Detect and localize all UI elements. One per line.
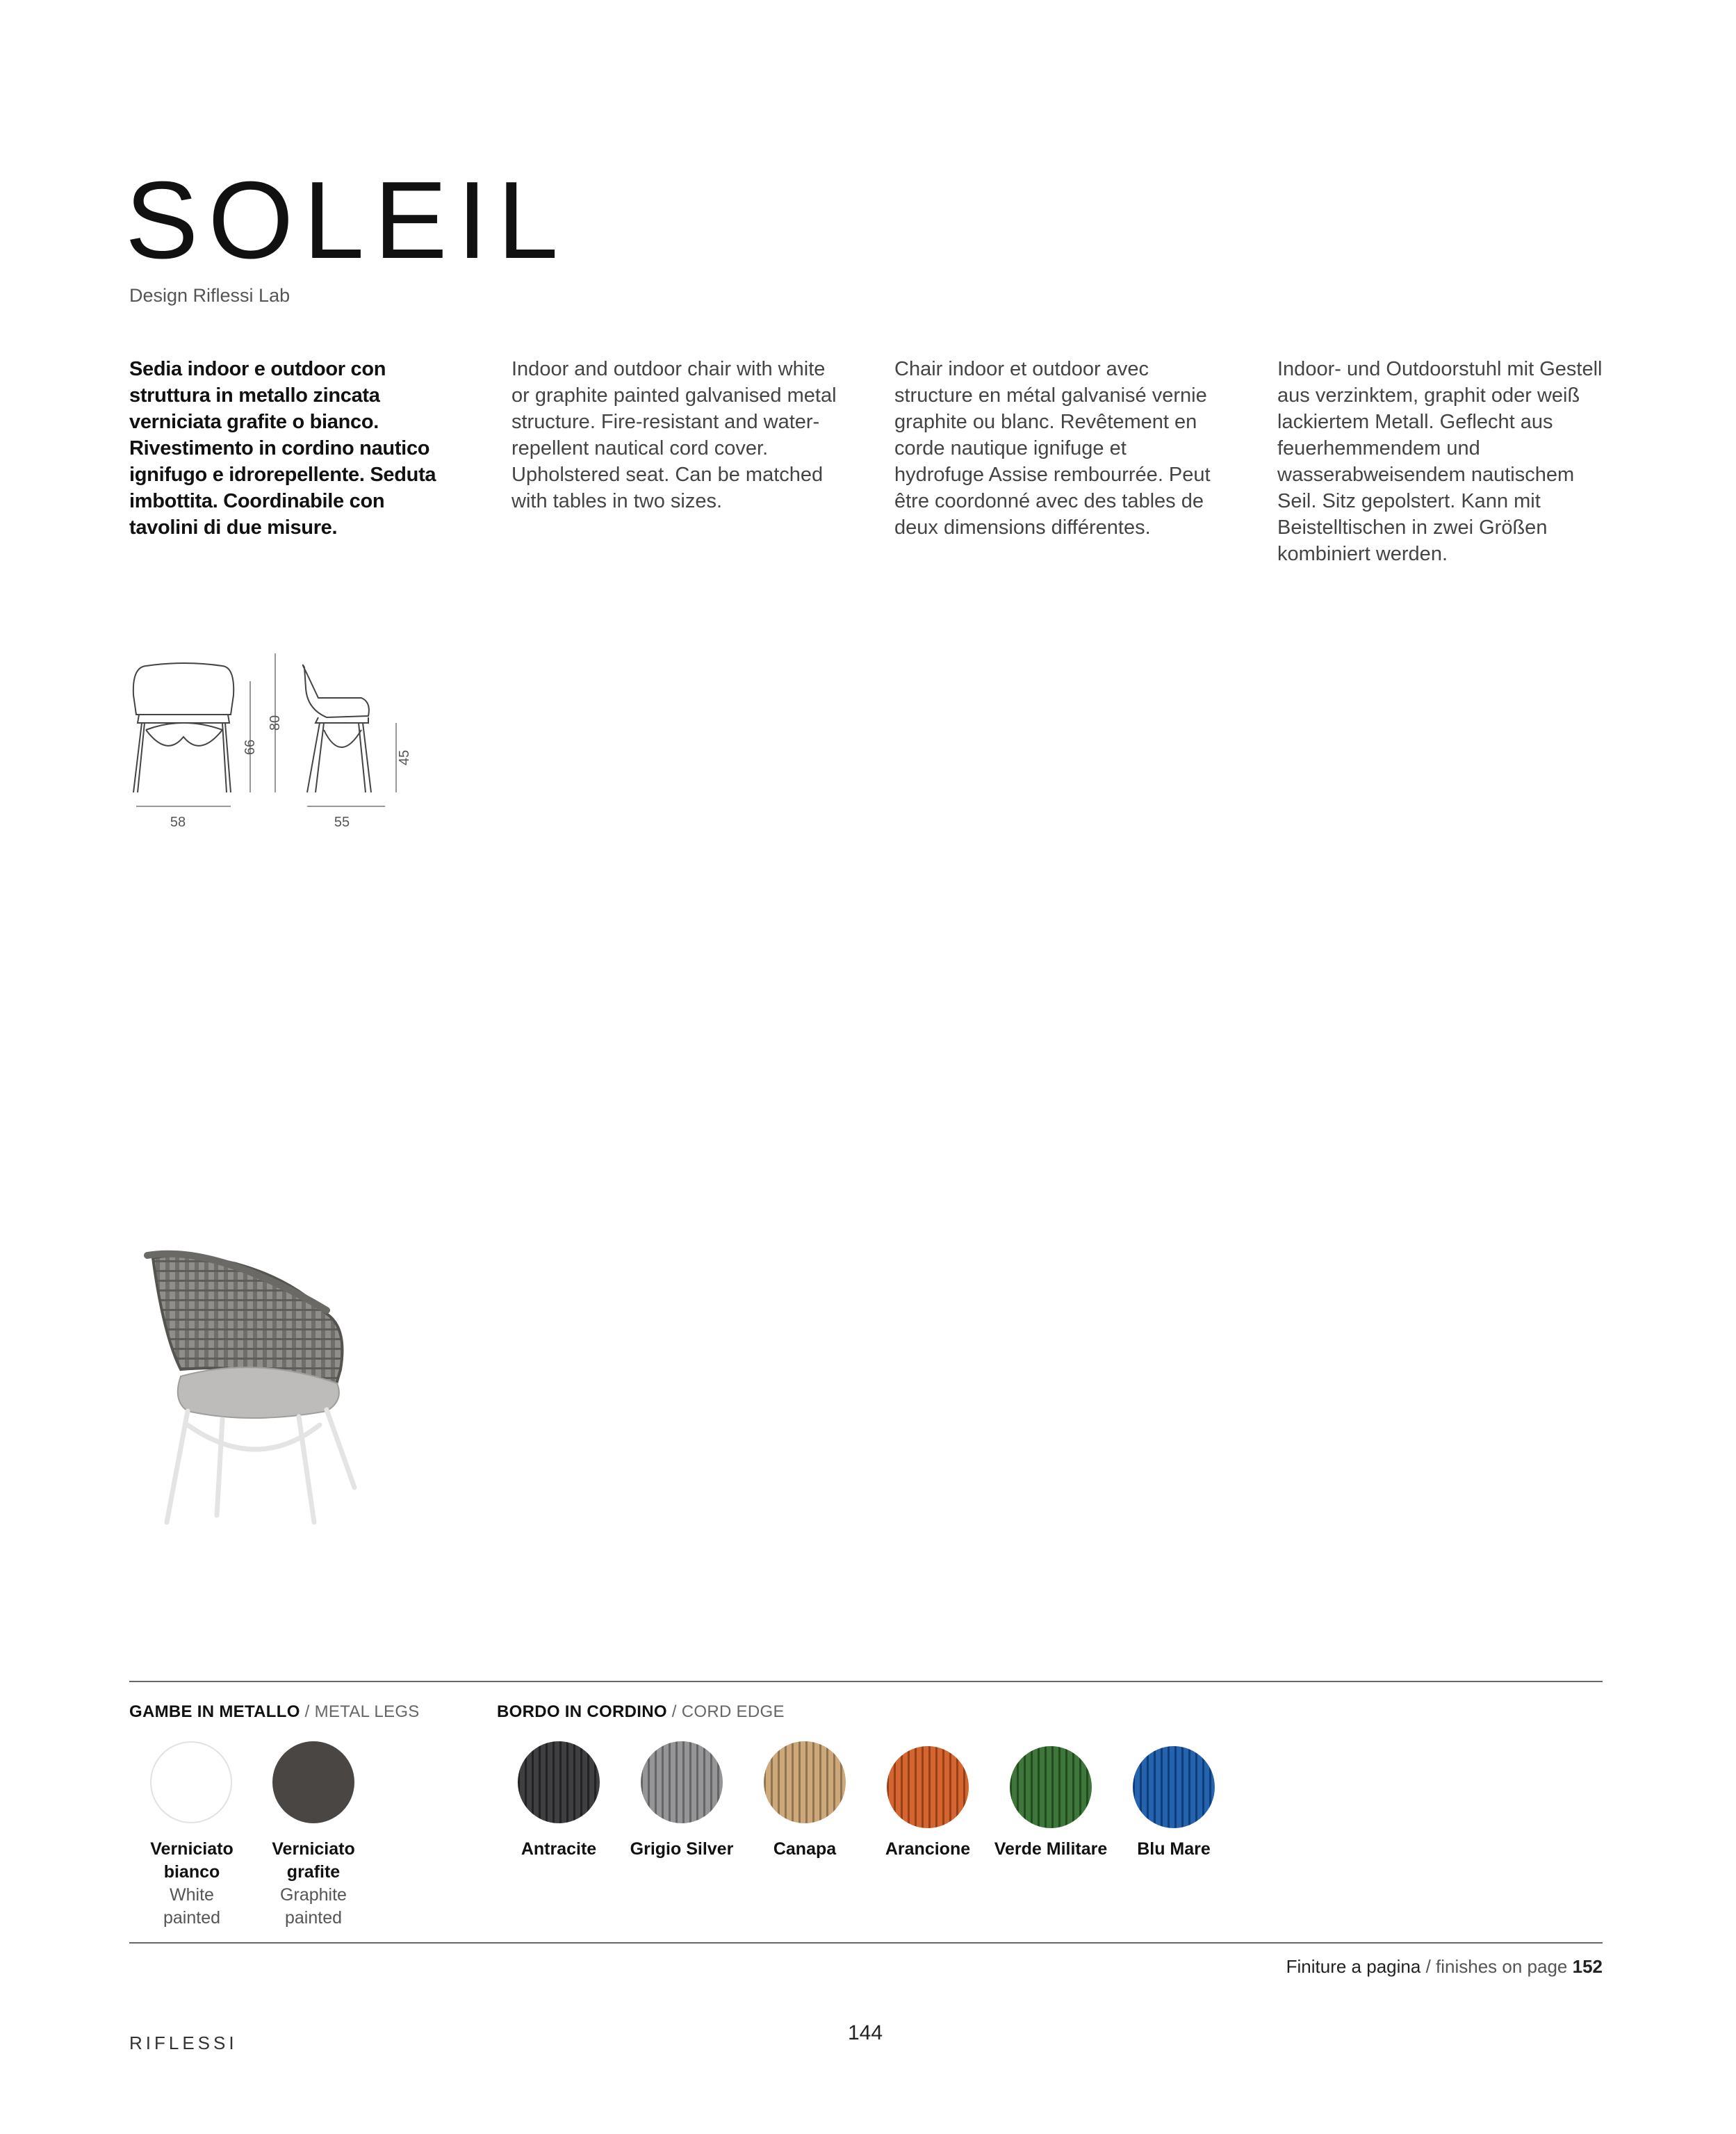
dim-seat-height: 45 bbox=[397, 749, 412, 766]
swatch-canapa[interactable] bbox=[764, 1741, 846, 1823]
cord-title: BORDO IN CORDINO bbox=[497, 1702, 667, 1721]
description-german: Indoor- und Outdoorstuhl mit Gestell aus verzinktem, graphit oder weiß lackiertem Metall. Geflecht aus feuerhemmendem und wasserabweisendem nautischem Seil. Sitz gepolstert. Kann mit Beistelltischen in zwei Größen kombiniert werden. bbox=[1277, 358, 1603, 565]
brand-footer: RIFLESSI bbox=[129, 2033, 238, 2053]
designer-credit: Design Riflessi Lab bbox=[129, 285, 290, 306]
swatch-arancione[interactable] bbox=[887, 1746, 969, 1828]
top-divider bbox=[129, 1681, 1603, 1682]
product-photo bbox=[97, 1237, 410, 1547]
swatch-antracite[interactable] bbox=[518, 1741, 600, 1823]
swatch-graphite-painted[interactable] bbox=[272, 1741, 354, 1823]
label-canapa: Canapa bbox=[773, 1839, 837, 1859]
label-graphite-painted: Verniciato grafite Graphite painted bbox=[272, 1839, 355, 1928]
bottom-divider bbox=[129, 1942, 1603, 1944]
dimension-lines bbox=[136, 653, 396, 806]
label-white-painted: Verniciato bianco White painted bbox=[150, 1839, 234, 1928]
dim-front-width: 58 bbox=[170, 815, 186, 830]
description-french: Chair indoor et outdoor avec structure en métal galvanisé vernie graphite ou blanc. Revêtement en corde nautique ignifuge et hydrofuge Assise rembourrée. Peut être coordonné avec des tables de deux dimensions différentes. bbox=[894, 358, 1211, 539]
finishes-page-note: Finiture a pagina / finishes on page 152 bbox=[1286, 1956, 1603, 1977]
dim-arm-height: 66 bbox=[243, 739, 258, 756]
page-number: 144 bbox=[848, 2021, 883, 2044]
swatch-white-painted[interactable] bbox=[150, 1741, 232, 1823]
description-italian: Sedia indoor e outdoor con struttura in metallo zincata verniciata grafite o bianco. Rivestimento in cordino nautico ignifugo e idrorepellente. Seduta imbottita. Coordinabile con tavolini di due misure. bbox=[129, 358, 436, 539]
label-antracite: Antracite bbox=[521, 1839, 597, 1859]
description-english: Indoor and outdoor chair with white or graphite painted galvanised metal structure. Fire-resistant and water-repellent nautical cord cover. Upholstered seat. Can be matched with tables in two sizes. bbox=[511, 358, 837, 512]
legs-title: GAMBE IN METALLO bbox=[129, 1702, 300, 1721]
label-grigio-silver: Grigio Silver bbox=[630, 1839, 734, 1859]
dim-side-depth: 55 bbox=[334, 815, 350, 830]
chair-front-view bbox=[133, 663, 234, 792]
legs-section-heading bbox=[129, 1702, 420, 1722]
cord-subtitle: / CORD EDGE bbox=[671, 1702, 785, 1721]
swatch-verde-militare[interactable] bbox=[1010, 1746, 1092, 1828]
chair-side-view bbox=[303, 665, 371, 792]
legs-subtitle: / METAL LEGS bbox=[304, 1702, 420, 1721]
label-blu-mare: Blu Mare bbox=[1137, 1839, 1211, 1859]
dim-total-height: 80 bbox=[268, 715, 283, 731]
label-verde-militare: Verde Militare bbox=[994, 1839, 1108, 1859]
product-title: SOLEIL bbox=[125, 159, 568, 282]
swatch-blu-mare[interactable] bbox=[1133, 1746, 1215, 1828]
cord-section-heading bbox=[497, 1702, 785, 1722]
swatch-grigio-silver[interactable] bbox=[641, 1741, 723, 1823]
label-arancione: Arancione bbox=[885, 1839, 971, 1859]
technical-drawing bbox=[118, 653, 424, 852]
